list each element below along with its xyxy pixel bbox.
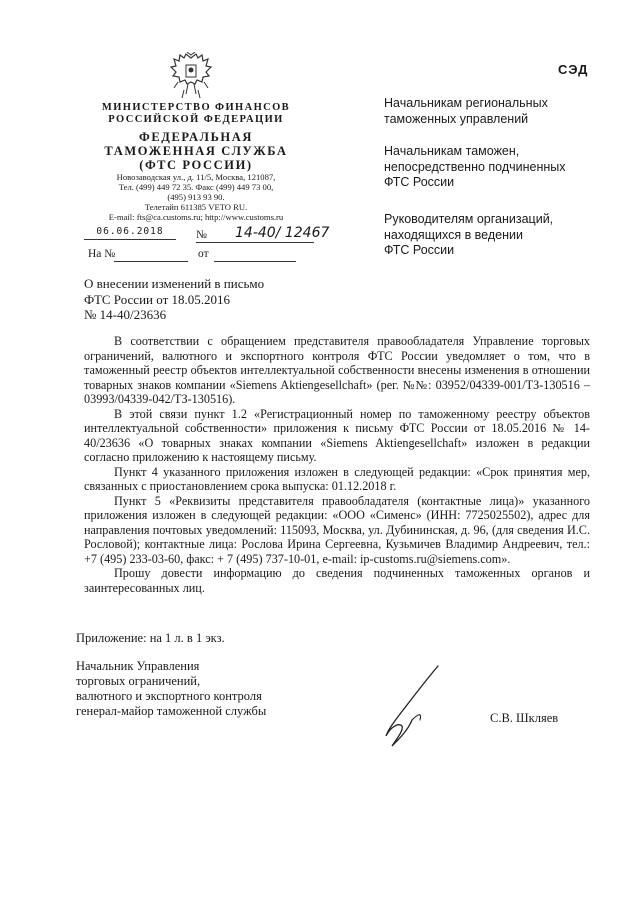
letter-body	[84, 334, 590, 595]
coat-of-arms-icon	[170, 52, 212, 100]
ministry-name: МИНИСТЕРСТВО ФИНАНСОВ РОССИЙСКОЙ ФЕДЕРАЦИИ	[101, 102, 291, 125]
paragraph-item-4: Пункт 4 указанного приложения изложен в следующей редакции: «Срок принятия мер, связанных с приостановлением срока выпуска: 01.12.2018 г.	[84, 464, 590, 493]
paragraph-item-5: Пункт 5 «Реквизиты представителя правообладателя (контактные лица)» указанного приложения изложен в следующей редакции: «ООО «Сименс» (ИНН: 7725025502), адрес для направления почтовых уведомлений: 115093, Москва, ул. Дубининская, д. 96, (для сведения И.С. Рословой); контактные лица: Рослова Ирина Сергеевна, Кузьмичев Владимир Андреевич, тел.: +7 (495) 233-03-60, факс: + 7 (495) 737-10-01, e-mail: ip-customs.ru@siemens.com».	[84, 493, 590, 566]
paragraph-notice: В соответствии с обращением представителя правообладателя Управление торговых ограничений, валютного и экспортного контроля ФТС России уведомляет о том, что в таможенный реестр объектов интеллектуальной собственности внесены изменения в отношении товарных знаков компании «Siemens Aktiengesellchaft» (рег. №№: 03952/04339-001/ТЗ-130516 – 03993/04339-042/ТЗ-130516).	[84, 334, 590, 406]
reference-date-label: от	[198, 248, 209, 260]
number-underline	[196, 242, 314, 243]
letterhead-address: Новозаводская ул., д. 11/5, Москва, 121087, Тел. (499) 449 72 35. Факс (499) 449 73 00, (495) 913 93 90. Телетайп 611385 VETO RU. E-mail: fts@ca.customs.ru; http://www.customs.ru	[108, 172, 284, 222]
signatory-name: С.В. Шкляев	[490, 711, 559, 725]
signatory-title: Начальник Управления торговых ограничений, валютного и экспортного контроля генерал-майор таможенной службы	[76, 659, 267, 718]
recipient-regional-departments: Начальникам региональных таможенных управлений	[384, 96, 548, 126]
letter-subject: О внесении изменений в письмо ФТС России от 18.05.2016 № 14-40/23636	[84, 276, 265, 322]
reference-number-line	[114, 261, 188, 262]
attachment-note: Приложение: на 1 л. в 1 экз.	[76, 631, 225, 645]
registration-number: 14-40/ 12467	[235, 225, 330, 241]
handwritten-signature	[378, 664, 450, 750]
reference-date-line	[214, 261, 296, 262]
recipient-organizations: Руководителям организаций, находящихся в ведении ФТС России	[384, 212, 554, 257]
paragraph-item-1-2: В этой связи пункт 1.2 «Регистрационный номер по таможенному реестру объектов интеллектуальной собственности» приложения к письму ФТС России от 18.05.2016 № 14-40/23636 «О товарных знаках компании «Siemens Aktiengesellchaft» изложен в редакции согласно приложению к настоящему письму.	[84, 406, 590, 464]
sed-mark: СЭД	[558, 62, 589, 77]
paragraph-request: Прошу довести информацию до сведения подчиненных таможенных органов и заинтересованных лиц.	[84, 566, 590, 595]
registration-date: 06.06.2018	[96, 226, 164, 237]
reference-number-label: На №	[88, 248, 116, 260]
service-name: ФЕДЕРАЛЬНАЯ ТАМОЖЕННАЯ СЛУЖБА (ФТС РОССИИ)	[104, 130, 288, 172]
registration-number-label: №	[196, 229, 207, 241]
recipient-customs-offices: Начальникам таможен, непосредственно подчиненных ФТС России	[384, 144, 566, 189]
date-underline	[84, 239, 176, 240]
